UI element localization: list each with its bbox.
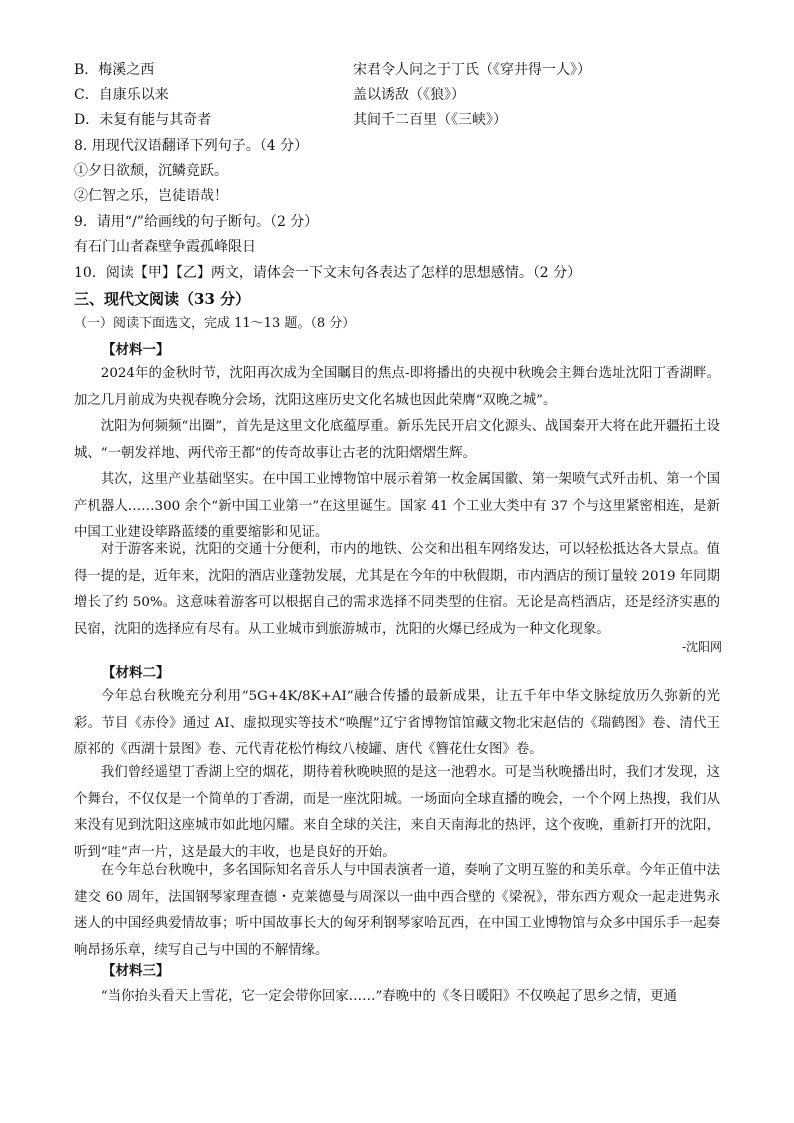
section-3-part-1: （一）阅读下面选文，完成 11～13 题。（8 分） bbox=[74, 316, 356, 331]
material-2-label: 【材料二】 bbox=[102, 665, 170, 681]
option-b-left: B．梅溪之西 bbox=[74, 62, 155, 78]
material-1-paragraph-1: 2024年的金秋时节，沈阳再次成为全国瞩目的焦点-即将播出的央视中秋晚会主舞台选址沈阳丁香湖畔。加之几月前成为央视春晚分会场，沈阳这座历史文化名城也因此荣膺“双晚之城”。 bbox=[74, 366, 720, 408]
material-3-label: 【材料三】 bbox=[102, 963, 170, 979]
option-d-left: D．未复有能与其奇者 bbox=[74, 112, 212, 128]
material-1-paragraph-3: 其次，这里产业基础坚实。在中国工业博物馆中展示着第一枚金属国徽、第一架喷气式歼击机、第一个国产机器人……300 余个“新中国工业第一”在这里诞生。国家 41 个工业大类中有 37 个与这里紧密相连，是新中国工业建设筚路蓝缕的重要缩影和见证。 bbox=[74, 472, 720, 541]
option-d-right: 其间千二百里（《三峡》） bbox=[353, 112, 507, 128]
material-1-source: -沈阳网 bbox=[681, 640, 722, 654]
question-10-prompt: 10．阅读【甲】【乙】两文，请体会一下文末句各表达了怎样的思想感情。（2 分） bbox=[74, 265, 582, 281]
question-8-sentence-2: ②仁智之乐，岂徒语哉！ bbox=[74, 188, 228, 204]
option-row-d bbox=[74, 108, 734, 132]
option-c-right: 盖以诱敌（《狼》） bbox=[353, 87, 465, 103]
material-1-paragraph-4: 对于游客来说，沈阳的交通十分便利，市内的地铁、公交和出租车网络发达，可以轻松抵达各大景点。值得一提的是，近年来，沈阳的酒店业蓬勃发展，尤其是在今年的中秋假期，市内酒店的预订量较 2019 年同期增长了约 50%。这意味着游客可以根据自己的需求选择不同类型的住宿。无论是高档酒店，还是经济实惠的民宿，沈阳的选择应有尽有。从工业城市到旅游城市，沈阳的火爆已经成为一种文化现象。 bbox=[74, 542, 720, 637]
material-1-label: 【材料一】 bbox=[102, 342, 170, 358]
material-2-paragraph-2: 我们曾经遥望丁香湖上空的烟花，期待着秋晚映照的是这一池碧水。可是当秋晚播出时，我们才发现，这个舞台，不仅仅是一个简单的丁香湖，而是一座沈阳城。一场面向全球直播的晚会，一个个网上热搜，我们从来没有见到沈阳这座城市如此地闪耀。来自全球的关注，来自天南海北的热评，这个夜晚，重新打开的沈阳，听到“哇”声一片，这是最大的丰收，也是良好的开始。 bbox=[74, 765, 720, 860]
material-2-paragraph-1: 今年总台秋晚充分利用“5G+4K/8K+AI”融合传播的最新成果，让五千年中华文脉绽放历久弥新的光彩。节目《赤伶》通过 AI、虚拟现实等技术“唤醒”辽宁省博物馆馆藏文物北宋赵佶的《瑞鹤图》卷、清代王原祁的《西湖十景图》卷、元代青花松竹梅纹八棱罐、唐代《簪花仕女图》卷。 bbox=[74, 689, 720, 758]
material-2-paragraph-3: 在今年总台秋晚中，多名国际知名音乐人与中国表演者一道，奏响了文明互鉴的和美乐章。今年正值中法建交 60 周年，法国钢琴家理查德・克莱德曼与周深以一曲中西合壁的《梁祝》，带东西方观众一起走进隽永迷人的中国经典爱情故事；听中国故事长大的匈牙利钢琴家哈瓦西，在中国工业博物馆与众多中国乐手一起奏响昂扬乐章，续写自己与中国的不解情缘。 bbox=[74, 863, 720, 958]
option-b-right: 宋君令人问之于丁氏（《穿井得一人》） bbox=[353, 62, 591, 78]
question-8-sentence-1: ①夕日欲颓，沉鳞竞跃。 bbox=[74, 163, 228, 179]
question-9-prompt: 9．请用“/”给画线的句子断句。（2 分） bbox=[74, 214, 319, 230]
material-3-paragraph-1: “当你抬头看天上雪花，它一定会带你回家……”春晚中的《冬日暖阳》不仅唤起了思乡之情，更通 bbox=[100, 989, 677, 1004]
question-9-sentence: 有石门山者森壁争霞孤峰限日 bbox=[74, 239, 256, 255]
option-row-b bbox=[74, 58, 734, 82]
section-3-title: 三、现代文阅读（33 分） bbox=[74, 290, 251, 308]
option-row-c bbox=[74, 83, 734, 107]
material-1-paragraph-2: 沈阳为何频频“出圈”，首先是这里文化底蕴厚重。新乐先民开启文化源头、战国秦开大将在此开疆拓土设城、“一朝发祥地、两代帝王都”的传奇故事让古老的沈阳熠熠生辉。 bbox=[74, 419, 720, 461]
option-c-left: C．自康乐以来 bbox=[74, 87, 169, 103]
question-8-prompt: 8. 用现代汉语翻译下列句子。（4 分） bbox=[74, 138, 309, 154]
